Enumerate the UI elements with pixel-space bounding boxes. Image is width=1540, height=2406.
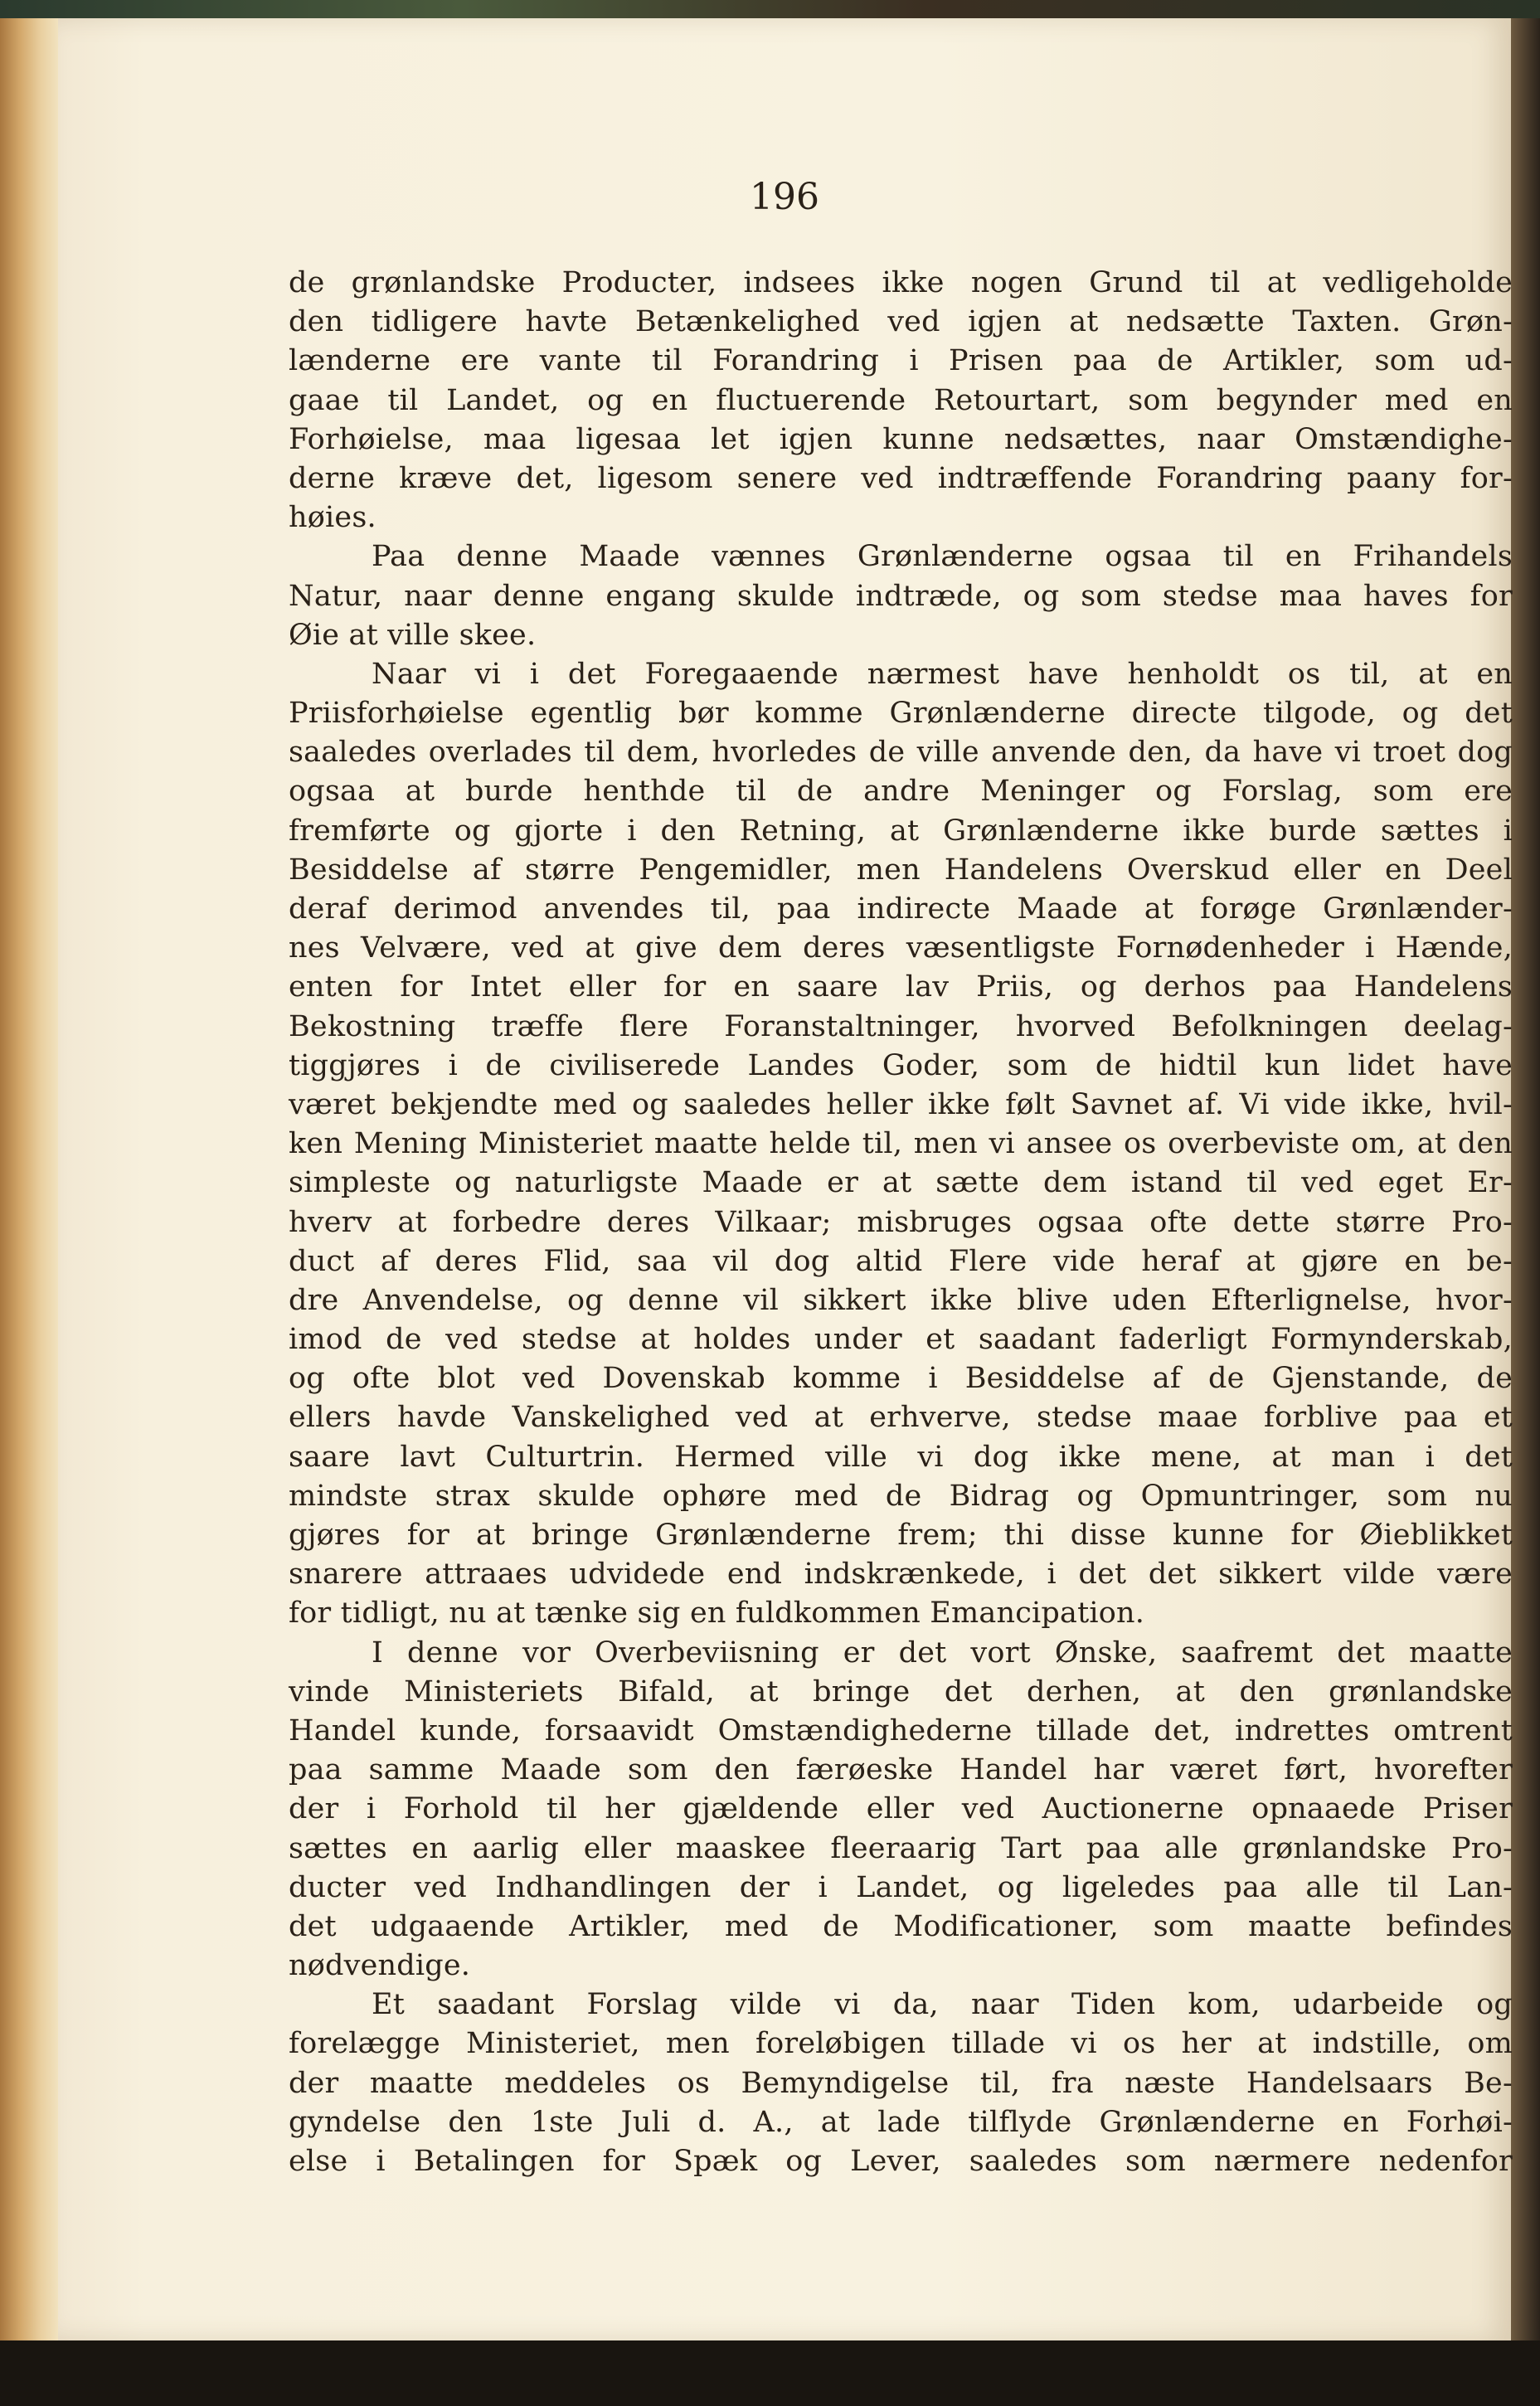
text-line: dre Anvendelse, og denne vil sikkert ikke blive uden Efterlignelse, hvor- (289, 1283, 1513, 1317)
text-line: forelægge Ministeriet, men foreløbigen tillade vi os her at indstille, om (289, 2027, 1513, 2061)
text-line: mindste strax skulde ophøre med de Bidrag og Opmuntringer, som nu (289, 1479, 1513, 1513)
scan-right-border (1511, 18, 1540, 2340)
text-line: og ofte blot ved Dovenskab komme i Besiddelse af de Gjenstande, de (289, 1362, 1513, 1396)
page-text (289, 264, 1513, 2181)
text-line: fremførte og gjorte i den Retning, at Grønlænderne ikke burde sættes i (289, 814, 1513, 848)
text-line: ken Mening Ministeriet maatte helde til, men vi ansee os overbeviste om, at den (289, 1127, 1513, 1161)
text-line: Handel kunde, forsaavidt Omstændighederne tillade det, indrettes omtrent (289, 1713, 1513, 1747)
text-line: nes Velvære, ved at give dem deres væsentligste Fornødenheder i Hænde, (289, 931, 1513, 965)
text-line: vinde Ministeriets Bifald, at bringe det derhen, at den grønlandske (289, 1674, 1513, 1709)
text-line: hverv at forbedre deres Vilkaar; misbruges ogsaa ofte dette større Pro- (289, 1205, 1513, 1239)
text-line: Et saadant Forslag vilde vi da, naar Tiden kom, udarbeide og (372, 1988, 1513, 2022)
text-line: nødvendige. (289, 1949, 471, 1983)
text-line: deraf derimod anvendes til, paa indirecte Maade at forøge Grønlænder- (289, 892, 1513, 926)
text-line: Naar vi i det Foregaaende nærmest have henholdt os til, at en (372, 657, 1513, 691)
book-page (58, 18, 1511, 2340)
text-line: Paa denne Maade vænnes Grønlænderne ogsaa til en Frihandels (372, 540, 1513, 574)
text-line: snarere attraaes udvidede end indskrænkede, i det det sikkert vilde være (289, 1558, 1513, 1592)
text-line: I denne vor Overbeviisning er det vort Ønske, saafremt det maatte (372, 1636, 1513, 1670)
text-line: det udgaaende Artikler, med de Modificationer, som maatte befindes (289, 1909, 1513, 1943)
text-line: gjøres for at bringe Grønlænderne frem; thi disse kunne for Øieblikket (289, 1519, 1513, 1552)
text-line: Natur, naar denne engang skulde indtræde, og som stedse maa haves for (289, 579, 1513, 613)
text-line: lænderne ere vante til Forandring i Prisen paa de Artikler, som ud- (289, 344, 1513, 378)
text-line: der i Forhold til her gjældende eller ved Auctionerne opnaaede Priser (289, 1792, 1513, 1826)
text-line: Priisforhøielse egentlig bør komme Grønlænderne directe tilgode, og det (289, 697, 1513, 731)
scan-top-border (0, 0, 1540, 18)
text-line: ogsaa at burde henthde til de andre Meninger og Forslag, som ere (289, 775, 1513, 809)
text-line: der maatte meddeles os Bemyndigelse til, fra næste Handelsaars Be- (289, 2066, 1513, 2100)
text-line: else i Betalingen for Spæk og Lever, saaledes som nærmere nedenfor (289, 2145, 1513, 2178)
text-line: simpleste og naturligste Maade er at sætte dem istand til ved eget Er- (289, 1166, 1513, 1200)
scan-bottom-border (0, 2340, 1540, 2406)
text-line: den tidligere havte Betænkelighed ved igjen at nedsætte Taxten. Grøn- (289, 305, 1513, 339)
text-line: saaledes overlades til dem, hvorledes de ville anvende den, da have vi troet dog (289, 736, 1513, 770)
text-line: Øie at ville skee. (289, 618, 537, 652)
text-line: gaae til Landet, og en fluctuerende Retourtart, som begynder med en (289, 383, 1513, 417)
text-line: imod de ved stedse at holdes under et saadant faderligt Formynderskab, (289, 1323, 1513, 1357)
text-line: tiggjøres i de civiliserede Landes Goder, som de hidtil kun lidet have (289, 1048, 1513, 1082)
text-line: Besiddelse af større Pengemidler, men Handelens Overskud eller en Deel (289, 853, 1513, 887)
page-number: 196 (750, 176, 819, 218)
text-line: Forhøielse, maa ligesaa let igjen kunne nedsættes, naar Omstændighe- (289, 422, 1513, 456)
text-line: saare lavt Culturtrin. Hermed ville vi dog ikke mene, at man i det (289, 1440, 1513, 1474)
text-line: duct af deres Flid, saa vil dog altid Flere vide heraf at gjøre en be- (289, 1244, 1513, 1278)
text-line: paa samme Maade som den færøeske Handel har været ført, hvorefter (289, 1753, 1513, 1787)
text-line: ellers havde Vanskelighed ved at erhverve, stedse maae forblive paa et (289, 1401, 1513, 1435)
text-line: for tidligt, nu at tænke sig en fuldkommen Emancipation. (289, 1597, 1145, 1631)
text-line: sættes en aarlig eller maaskee fleeraarig Tart paa alle grønlandske Pro- (289, 1831, 1513, 1865)
text-line: været bekjendte med og saaledes heller ikke følt Savnet af. Vi vide ikke, hvil- (289, 1087, 1513, 1121)
text-line: gyndelse den 1ste Juli d. A., at lade tilflyde Grønlænderne en Forhøi- (289, 2105, 1513, 2139)
text-line: ducter ved Indhandlingen der i Landet, og ligeledes paa alle til Lan- (289, 1870, 1513, 1904)
text-line: de grønlandske Producter, indsees ikke nogen Grund til at vedligeholde (289, 266, 1513, 299)
text-line: Bekostning træffe flere Foranstaltninger, hvorved Befolkningen deelag- (289, 1009, 1513, 1043)
text-line: derne kræve det, ligesom senere ved indtræffende Forandring paany for- (289, 461, 1513, 495)
text-line: høies. (289, 501, 376, 535)
text-line: enten for Intet eller for en saare lav Priis, og derhos paa Handelens (289, 970, 1513, 1004)
book-page-edge (0, 18, 58, 2340)
